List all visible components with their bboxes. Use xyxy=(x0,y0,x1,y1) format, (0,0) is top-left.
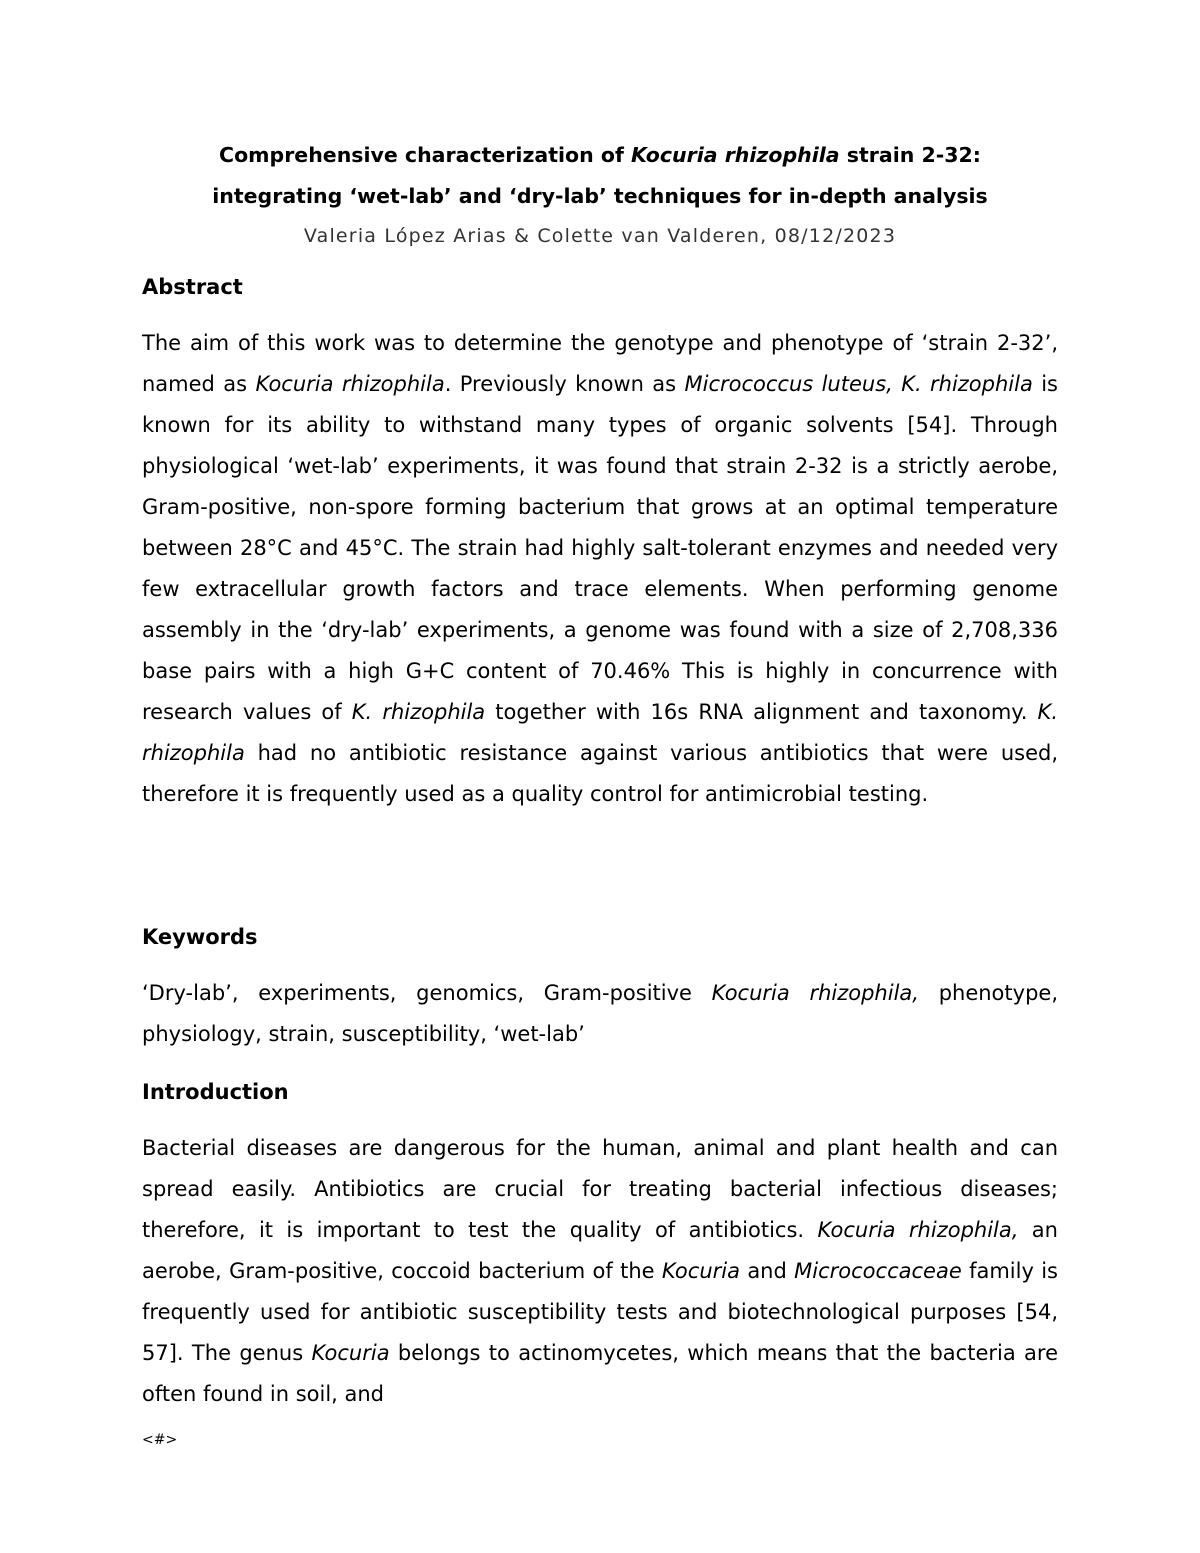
species-name: Kocuria rhizophila, xyxy=(817,1218,1019,1242)
text-run: had no antibiotic resistance against various antibiotics that were used, therefore it is frequently used as a quality control for antimicrobial testing. xyxy=(142,741,1058,806)
text-run: together with 16s RNA alignment and taxonomy. xyxy=(485,700,1038,724)
paper-title xyxy=(142,135,1058,217)
title-text: strain 2-32: xyxy=(839,143,981,167)
title-subtitle: integrating ‘wet-lab’ and ‘dry-lab’ techniques for in-depth analysis xyxy=(212,184,988,208)
text-run: ‘Dry-lab’, experiments, genomics, Gram-positive xyxy=(142,981,712,1005)
abstract-paragraph xyxy=(142,323,1058,815)
title-species: Kocuria rhizophila xyxy=(631,143,840,167)
text-run: an aerobe, Gram-positive, coccoid bacterium of the xyxy=(142,1218,1058,1283)
authors-date: Valeria López Arias & Colette van Valderen, 08/12/2023 xyxy=(303,225,897,247)
species-name: K. rhizophila xyxy=(142,700,1058,765)
species-name: Kocuria rhizophila, xyxy=(711,981,919,1005)
text-run: is known for its ability to withstand many types of organic solvents [54]. Through physiological ‘wet-lab’ experiments, it was found that strain 2-32 is a strictly aerobe, Gram-positive, non-spore forming bacterium that grows at an optimal temperature between 28°C and 45°C. The strain had highly salt-tolerant enzymes and needed very few extracellular growth factors and trace elements. When performing genome assembly in the ‘dry-lab’ experiments, a genome was found with a size of 2,708,336 base pairs with a high G+C content of 70.46% This is highly in concurrence with research values of xyxy=(142,372,1058,724)
species-name: K. rhizophila xyxy=(901,372,1033,396)
text-run: family is frequently used for antibiotic susceptibility tests and biotechnological purposes [54, 57]. The genus xyxy=(142,1259,1058,1365)
introduction-heading: Introduction xyxy=(142,1080,289,1104)
text-run: . Previously known as xyxy=(444,372,685,396)
introduction-paragraph xyxy=(142,1128,1058,1415)
family-name: Micrococcaceae xyxy=(794,1259,962,1283)
text-run: Bacterial diseases are dangerous for the human, animal and plant health and can spread easily. Antibiotics are crucial for treating bacterial infectious diseases; therefore, it is important to test the quality of antibiotics. xyxy=(142,1136,1058,1242)
abstract-heading: Abstract xyxy=(142,275,243,299)
page-number-field: <#> xyxy=(142,1432,178,1448)
text-run xyxy=(893,372,901,396)
text-run: and xyxy=(739,1259,795,1283)
species-name: Kocuria rhizophila xyxy=(255,372,445,396)
genus-name: Kocuria xyxy=(311,1341,390,1365)
text-run: phenotype, physiology, strain, susceptibility, ‘wet-lab’ xyxy=(142,981,1058,1046)
keywords-paragraph xyxy=(142,973,1058,1055)
species-name: Micrococcus luteus, xyxy=(684,372,893,396)
species-name: K. rhizophila xyxy=(351,700,486,724)
text-run: The aim of this work was to determine the genotype and phenotype of ‘strain 2-32’, named as xyxy=(142,331,1058,396)
text-run: belongs to actinomycetes, which means that the bacteria are often found in soil, and xyxy=(142,1341,1058,1406)
genus-name: Kocuria xyxy=(661,1259,740,1283)
title-text: Comprehensive characterization of xyxy=(219,143,631,167)
keywords-heading: Keywords xyxy=(142,925,258,949)
